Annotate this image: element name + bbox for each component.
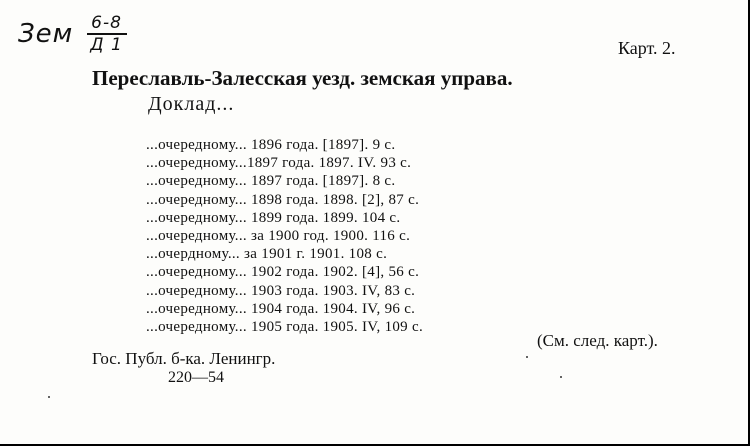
- card-number: Карт. 2.: [618, 38, 676, 58]
- list-item: ...очередному...1897 года. 1897. IV. 93 с.: [146, 155, 412, 172]
- card-title: Доклад...: [148, 93, 235, 115]
- see-next-card-note: (См. след. карт.).: [537, 331, 658, 350]
- dust-speck: [48, 396, 50, 398]
- list-item: ...очердному... за 1901 г. 1901. 108 с.: [146, 246, 388, 263]
- dust-speck: [526, 356, 528, 358]
- print-code: 220—54: [168, 369, 224, 386]
- list-item: ...очередному... 1898 года. 1898. [2], 87 с.: [146, 191, 420, 208]
- list-item: ...очередному... 1897 года. [1897]. 8 с.: [146, 173, 396, 190]
- list-item: ...очередному... за 1900 год. 1900. 116 с.: [146, 228, 411, 245]
- card-heading: Переславль-Залесская уезд. земская управа.: [92, 66, 513, 90]
- list-item: ...очередному... 1896 года. [1897]. 9 с.: [146, 137, 396, 153]
- library-stamp: Гос. Публ. б-ка. Ленингр.: [92, 349, 276, 368]
- list-item: ...очередному... 1899 года. 1899. 104 с.: [146, 209, 401, 226]
- list-item: ...очередному... 1905 года. 1905. IV, 109 с.: [146, 319, 424, 336]
- shelfmark-fraction: [87, 14, 127, 54]
- shelfmark-base: Зем: [18, 19, 74, 49]
- shelfmark-numerator: 6-8: [91, 13, 122, 33]
- entry-list: [146, 136, 423, 336]
- list-item: ...очередному... 1903 года. 1903. IV, 83 с.: [146, 282, 416, 299]
- list-item: ...очередному... 1902 года. 1902. [4], 56 с.: [146, 264, 420, 281]
- dust-speck: [560, 376, 562, 378]
- shelfmark-denominator: Д 1: [90, 35, 123, 55]
- list-item: ...очередному... 1904 года. 1904. IV, 96 с.: [146, 300, 416, 317]
- shelfmark: [18, 14, 127, 54]
